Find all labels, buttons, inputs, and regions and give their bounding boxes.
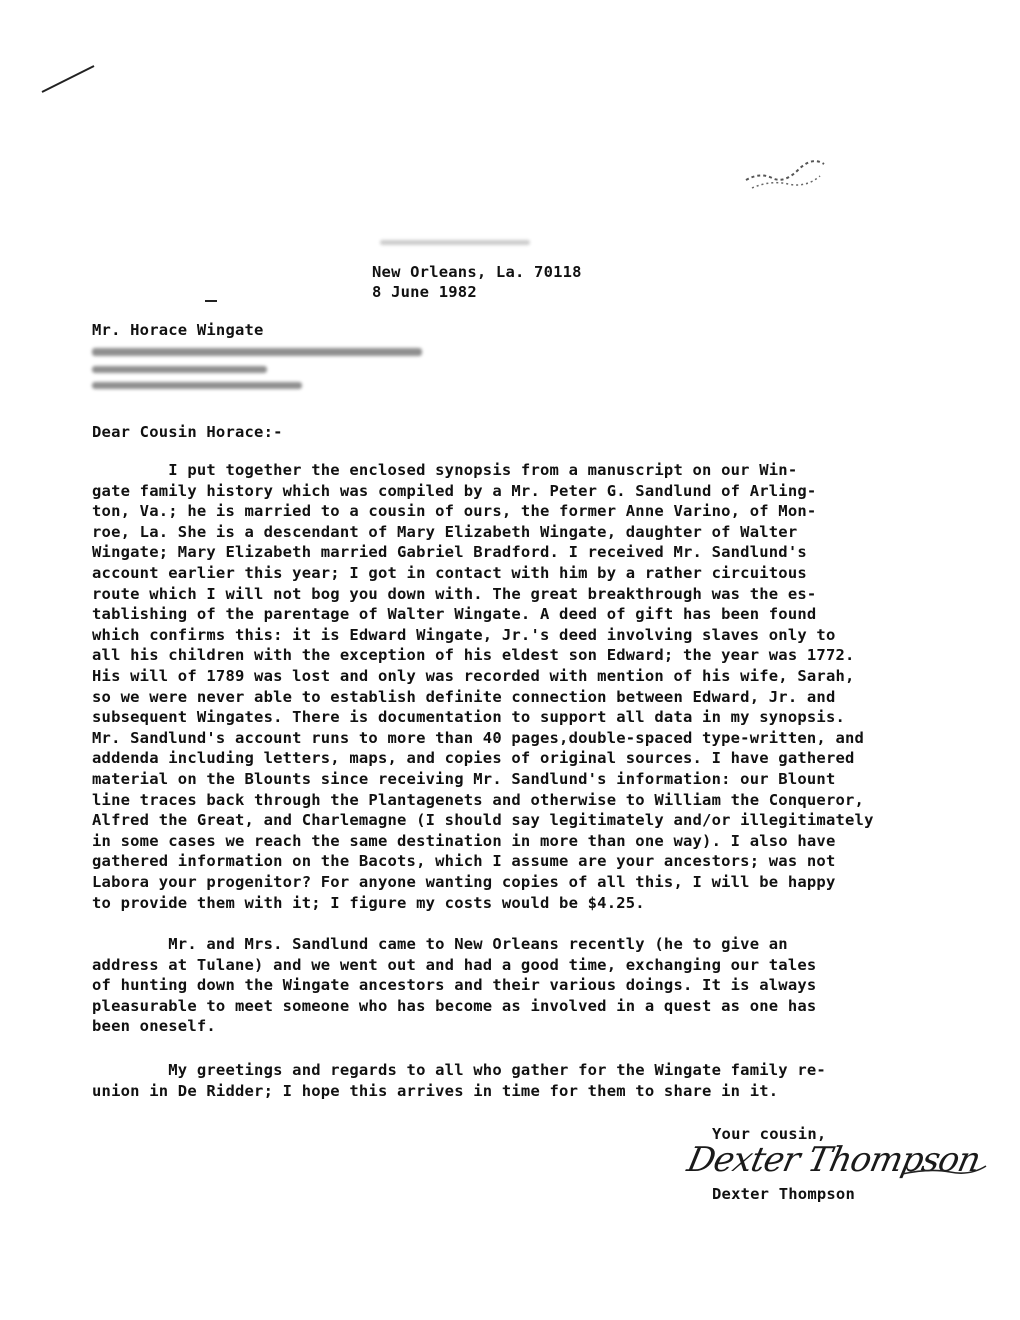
text-line: line traces back through the Plantagenets and otherwise to William the Conqueror,: [92, 790, 865, 809]
text-line: Alfred the Great, and Charlemagne (I should say legitimately and/or illegitimately: [92, 811, 874, 830]
dash-mark: [205, 300, 217, 302]
letter-date: 8 June 1982: [372, 283, 477, 301]
recipient-name: Mr. Horace Wingate: [92, 321, 264, 339]
text-line: so we were never able to establish definite connection between Edward, Jr. and: [92, 687, 836, 706]
signature-flourish: [900, 1158, 990, 1188]
text-line: address at Tulane) and we went out and had a good time, exchanging our tales: [92, 955, 817, 974]
text-line: Wingate; Mary Elizabeth married Gabriel Bradford. I received Mr. Sandlund's: [92, 543, 807, 562]
text-line: pleasurable to meet someone who has become as involved in a quest as one has: [92, 996, 817, 1015]
redacted-address-line-3: [92, 382, 302, 389]
text-line: His will of 1789 was lost and only was recorded with mention of his wife, Sarah,: [92, 667, 855, 685]
text-line: to provide them with it; I figure my costs would be $4.25.: [92, 893, 645, 912]
text-line: union in De Ridder; I hope this arrives in time for them to share in it.: [92, 1081, 779, 1100]
salutation: Dear Cousin Horace:-: [92, 423, 283, 441]
text-line: route which I will not bog you down with. The great breakthrough was the es-: [92, 584, 817, 603]
text-line: subsequent Wingates. There is documentation to support all data in my synopsis.: [92, 708, 846, 727]
text-line: all his children with the exception of his eldest son Edward; the year was 1772.: [92, 646, 855, 665]
letter-city: New Orleans, La. 70118: [372, 263, 582, 281]
text-line: in some cases we reach the same destination in more than one way). I also have: [92, 831, 836, 850]
text-line: gathered information on the Bacots, which I assume are your ancestors; was not: [92, 852, 836, 871]
text-line: material on the Blounts since receiving Mr. Sandlund's information: our Blount: [92, 770, 836, 788]
pen-stroke-mark: [38, 58, 98, 98]
text-line: Mr. Sandlund's account runs to more than 40 pages,double-spaced type-written, and: [92, 728, 865, 747]
text-line: gate family history which was compiled by a Mr. Peter G. Sandlund of Arling-: [92, 481, 817, 500]
signer-name: Dexter Thompson: [712, 1185, 855, 1203]
text-line: tablishing of the parentage of Walter Wingate. A deed of gift has been found: [92, 605, 817, 624]
redacted-address-line-1: [92, 348, 422, 356]
text-line: been oneself.: [92, 1017, 216, 1036]
text-line: addenda including letters, maps, and copies of original sources. I have gathered: [92, 749, 855, 768]
text-line: I put together the enclosed synopsis from a manuscript on our Win-: [92, 461, 798, 479]
text-line: of hunting down the Wingate ancestors and their various doings. It is always: [92, 976, 817, 995]
text-line: roe, La. She is a descendant of Mary Elizabeth Wingate, daughter of Walter: [92, 522, 798, 541]
text-line: which confirms this: it is Edward Wingate, Jr.'s deed involving slaves only to: [92, 625, 836, 644]
text-line: account earlier this year; I got in contact with him by a rather circuitous: [92, 564, 807, 582]
closing: Your cousin,: [712, 1125, 827, 1143]
signature: Dexter Thompson: [683, 1140, 984, 1180]
ink-smudge-mark: [740, 150, 830, 200]
text-line: My greetings and regards to all who gather for the Wingate family re-: [92, 1061, 826, 1079]
text-line: Mr. and Mrs. Sandlund came to New Orleans recently (he to give an: [92, 935, 788, 953]
redacted-letterhead: [380, 240, 530, 245]
text-line: Labora your progenitor? For anyone wanting copies of all this, I will be happy: [92, 873, 836, 891]
text-line: ton, Va.; he is married to a cousin of ours, the former Anne Varino, of Mon-: [92, 502, 817, 521]
redacted-address-line-2: [92, 366, 267, 373]
